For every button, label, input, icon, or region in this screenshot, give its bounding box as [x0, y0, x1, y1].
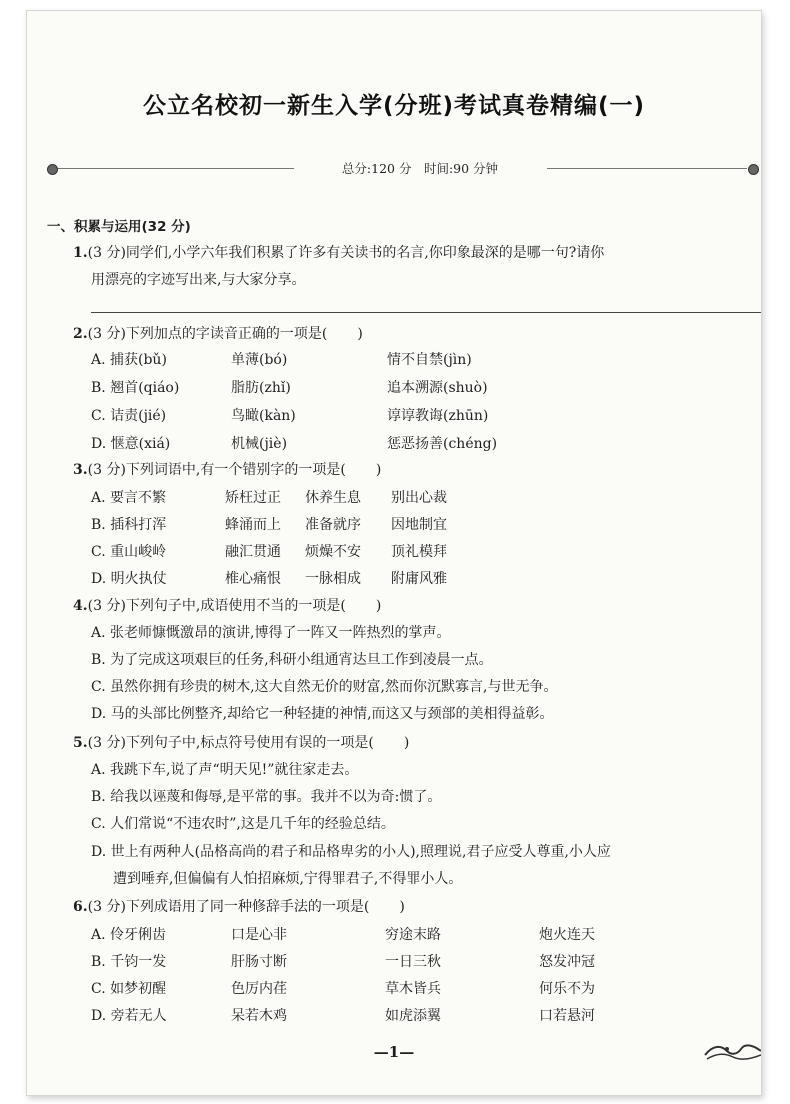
question-stem: (3 分)下列成语用了同一种修辞手法的一项是( — [87, 899, 370, 915]
answer-paren-close: ) — [399, 899, 405, 915]
question-number: 1. — [73, 245, 88, 261]
option-c-3: 谆谆教诲(zhūn) — [387, 408, 489, 424]
option-a-4: 别出心裁 — [391, 490, 447, 506]
option-b-3: 追本溯源(shuò) — [387, 380, 488, 396]
option-b-2: 脂肪(zhǐ) — [231, 380, 291, 396]
question-3 — [73, 460, 381, 480]
option-c: C. 虽然你拥有珍贵的树木,这大自然无价的财富,然而你沉默寡言,与世无争。 — [91, 679, 558, 695]
answer-paren-close: ) — [375, 462, 382, 478]
option-c-3: 烦燥不安 — [305, 544, 361, 560]
option-d-4: 附庸风雅 — [391, 571, 447, 587]
exam-page — [26, 10, 762, 1096]
option-b: B. 为了完成这项艰巨的任务,科研小组通宵达旦工作到凌晨一点。 — [91, 652, 493, 668]
option-b-3: 一日三秋 — [385, 954, 441, 970]
question-4 — [73, 596, 381, 616]
rule-line-right — [547, 168, 747, 169]
option-b-4: 怒发冲冠 — [539, 954, 595, 970]
section-heading: 一、积累与运用(32 分) — [47, 219, 191, 235]
option-b-3: 准备就序 — [305, 517, 361, 533]
option-d-3: 惩恶扬善(chéng) — [387, 436, 498, 452]
option-d-2: 机械(jiè) — [231, 436, 288, 452]
option-b-1: B. 翘首(qiáo) — [91, 380, 180, 396]
option-d-1: D. 旁若无人 — [91, 1008, 167, 1024]
question-1 — [73, 243, 604, 263]
exam-meta-rule — [47, 159, 759, 179]
question-stem: (3 分)下列句子中,成语使用不当的一项是( — [87, 598, 346, 614]
option-c-2: 色厉内荏 — [231, 981, 287, 997]
option-c-1: C. 重山峻岭 — [91, 544, 167, 560]
option-a-2: 单薄(bó) — [231, 352, 288, 368]
question-number: 3. — [73, 462, 88, 478]
rule-line-left — [58, 168, 294, 169]
question-2 — [73, 324, 363, 344]
option-a-3: 情不自禁(jìn) — [387, 352, 472, 368]
right-dot-ornament — [748, 164, 759, 175]
option-c-1: C. 如梦初醒 — [91, 981, 167, 997]
option-a-2: 矫枉过正 — [225, 490, 281, 506]
option-b-4: 因地制宜 — [391, 517, 447, 533]
option-a-2: 口是心非 — [231, 927, 287, 943]
option-a-1: A. 要言不繁 — [91, 490, 167, 506]
option-a-1: A. 捕获(bǔ) — [91, 352, 167, 368]
option-a-1: A. 伶牙俐齿 — [91, 927, 167, 943]
option-c-4: 何乐不为 — [539, 981, 595, 997]
option-b-1: B. 千钧一发 — [91, 954, 167, 970]
page-number: —1— — [373, 1043, 415, 1061]
page-title: 公立名校初一新生入学(分班)考试真卷精编(一) — [142, 93, 646, 119]
option-a-3: 休养生息 — [305, 490, 361, 506]
option-c-1: C. 诘责(jié) — [91, 408, 167, 424]
wave-ornament-icon — [703, 1039, 762, 1063]
option-c: C. 人们常说“不违农时”,这是几千年的经验总结。 — [91, 816, 395, 832]
option-c-2: 融汇贯通 — [225, 544, 281, 560]
question-stem: (3 分)下列加点的字读音正确的一项是( — [87, 326, 328, 342]
question-6 — [73, 897, 405, 917]
question-number: 4. — [73, 598, 88, 614]
option-d: D. 世上有两种人(品格高尚的君子和品格卑劣的小人),照理说,君子应受人尊重,小人应 — [91, 844, 611, 860]
option-d-3: 如虎添翼 — [385, 1008, 441, 1024]
option-d-3: 一脉相成 — [305, 571, 361, 587]
answer-line — [91, 312, 762, 313]
option-d-2: 椎心痛恨 — [225, 571, 281, 587]
answer-paren-close: ) — [375, 598, 382, 614]
option-a: A. 我跳下车,说了声“明天见!”就往家走去。 — [91, 762, 359, 778]
option-d-1: D. 惬意(xiá) — [91, 436, 171, 452]
option-b: B. 给我以诬蔑和侮辱,是平常的事。我并不以为奇:惯了。 — [91, 789, 442, 805]
option-a-4: 炮火连天 — [539, 927, 595, 943]
option-d-2: 呆若木鸡 — [231, 1008, 287, 1024]
option-d-continued: 遭到唾弃,但偏偏有人怕招麻烦,宁得罪君子,不得罪小人。 — [113, 871, 463, 887]
option-a: A. 张老师慷慨激昂的演讲,博得了一阵又一阵热烈的掌声。 — [91, 625, 451, 641]
question-number: 2. — [73, 326, 88, 342]
question-stem: (3 分)下列词语中,有一个错别字的一项是( — [87, 462, 346, 478]
option-c-4: 顶礼模拜 — [391, 544, 447, 560]
option-d-4: 口若悬河 — [539, 1008, 595, 1024]
option-b-1: B. 插科打浑 — [91, 517, 167, 533]
answer-paren-close: ) — [403, 735, 410, 751]
answer-paren-close: ) — [357, 326, 363, 342]
question-number: 5. — [73, 735, 88, 751]
exam-meta: 总分:120 分 时间:90 分钟 — [341, 161, 499, 176]
option-d: D. 马的头部比例整齐,却给它一种轻捷的神情,而这又与颈部的美相得益彰。 — [91, 706, 554, 722]
question-5 — [73, 733, 409, 753]
option-c-3: 草木皆兵 — [385, 981, 441, 997]
option-b-2: 肝肠寸断 — [231, 954, 287, 970]
option-a-3: 穷途末路 — [385, 927, 441, 943]
option-b-2: 蜂涌而上 — [225, 517, 281, 533]
left-dot-ornament — [47, 164, 58, 175]
question-1-line2: 用漂亮的字迹写出来,与大家分享。 — [91, 272, 306, 288]
option-d-1: D. 明火执仗 — [91, 571, 167, 587]
option-c-2: 鸟瞰(kàn) — [231, 408, 296, 424]
question-stem: (3 分)下列句子中,标点符号使用有误的一项是( — [87, 735, 374, 751]
question-number: 6. — [73, 899, 88, 915]
question-stem: (3 分)同学们,小学六年我们积累了许多有关读书的名言,你印象最深的是哪一句?请你 — [87, 245, 605, 261]
